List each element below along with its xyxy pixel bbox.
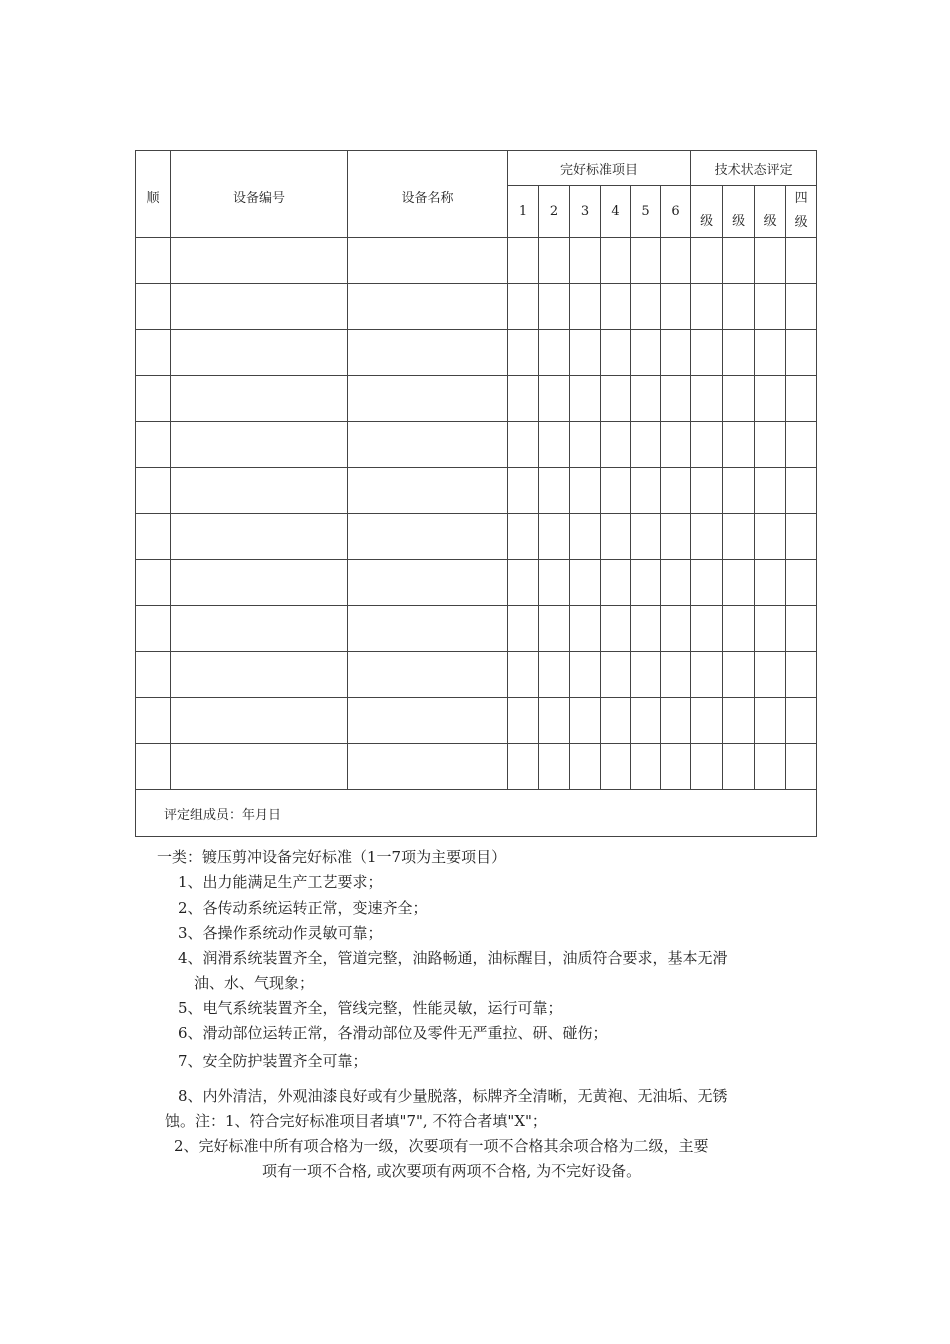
table-cell [691,284,723,330]
item-number: 1 [508,186,539,238]
table-cell [691,698,723,744]
header-equipment-no: 设备编号 [171,151,348,238]
table-cell [348,744,508,790]
table-cell [691,606,723,652]
table-cell [539,238,570,284]
table-cell [601,606,631,652]
table-cell [508,606,539,652]
table-cell [661,238,691,284]
table-cell [508,560,539,606]
item-number: 5 [631,186,661,238]
table-cell [691,330,723,376]
table-cell [570,422,601,468]
table-cell [136,514,171,560]
table-cell [570,560,601,606]
table-cell [570,238,601,284]
table-cell [136,238,171,284]
table-cell [136,376,171,422]
table-cell [631,238,661,284]
table-cell [755,698,786,744]
table-cell [786,376,817,422]
note-item: 1、出力能满足生产工艺要求； [178,873,383,891]
grade-header: 级 [691,186,723,238]
table-cell [631,698,661,744]
table-cell [508,284,539,330]
table-cell [631,330,661,376]
note-item: 6、滑动部位运转正常，各滑动部位及零件无严重拉、研、碰伤； [178,1024,608,1042]
table-cell [348,284,508,330]
table-cell [171,422,348,468]
table-cell [348,652,508,698]
table-cell [171,514,348,560]
table-cell [691,514,723,560]
table-cell [601,514,631,560]
table-cell [539,422,570,468]
note-item: 7、安全防护装置齐全可靠； [178,1052,368,1070]
equipment-evaluation-table [135,150,817,837]
table-cell [508,698,539,744]
table-cell [570,744,601,790]
table-cell [601,468,631,514]
table-row [136,744,817,790]
table-cell [661,468,691,514]
item-number: 6 [661,186,691,238]
table-cell [755,468,786,514]
table-cell [136,422,171,468]
table-row [136,284,817,330]
table-cell [661,560,691,606]
table-row [136,606,817,652]
note-item: 2、完好标准中所有项合格为一级，次要项有一项不合格其余项合格为二级，主要 [174,1137,709,1155]
table-cell [539,652,570,698]
table-row [136,698,817,744]
table-cell [786,330,817,376]
table-cell [539,514,570,560]
table-cell [171,606,348,652]
table-cell [755,514,786,560]
table-cell [723,606,755,652]
table-cell [723,560,755,606]
table-cell [348,514,508,560]
header-equipment-name: 设备名称 [348,151,508,238]
table-cell [601,284,631,330]
table-cell [136,652,171,698]
table-cell [508,238,539,284]
table-cell [723,744,755,790]
table-row [136,422,817,468]
table-row [136,330,817,376]
table-cell [570,698,601,744]
table-cell [723,514,755,560]
table-cell [723,330,755,376]
table-cell [723,652,755,698]
header-tech-status: 技术状态评定 [691,151,817,186]
table-cell [786,468,817,514]
table-cell [570,514,601,560]
table-cell [348,330,508,376]
table-cell [786,652,817,698]
table-cell [631,606,661,652]
table-cell [755,330,786,376]
item-number: 4 [601,186,631,238]
table-cell [601,376,631,422]
table-cell [171,468,348,514]
table-cell [755,376,786,422]
notes-title: 一类：镀压剪冲设备完好标准（1一7项为主要项目） [157,848,507,866]
table-cell [755,238,786,284]
table-cell [601,560,631,606]
table-cell [171,744,348,790]
table-cell [691,652,723,698]
table-cell [348,560,508,606]
table-cell [691,422,723,468]
table-cell [691,560,723,606]
table-cell [601,238,631,284]
table-cell [786,560,817,606]
table-cell [631,284,661,330]
table-cell [723,422,755,468]
table-cell [539,606,570,652]
table-cell [723,238,755,284]
table-cell [661,698,691,744]
table-cell [539,744,570,790]
table-cell [723,468,755,514]
table-cell [136,744,171,790]
table-cell [661,606,691,652]
item-number: 3 [570,186,601,238]
table-cell [755,652,786,698]
grade-header: 级 [723,186,755,238]
table-cell [508,422,539,468]
table-cell [661,652,691,698]
table-cell [786,422,817,468]
table-cell [755,422,786,468]
table-cell [631,652,661,698]
table-cell [661,514,691,560]
note-item: 油、水、气现象； [194,974,315,992]
table-row [136,652,817,698]
table-cell [691,376,723,422]
table-cell [570,606,601,652]
table-cell [786,514,817,560]
table-cell [723,698,755,744]
table-cell [171,376,348,422]
table-cell [348,468,508,514]
grade-header: 四 级 [786,186,817,238]
table-cell [631,744,661,790]
table-cell [661,376,691,422]
table-cell [539,560,570,606]
table-cell [755,560,786,606]
table-cell [508,744,539,790]
note-item: 5、电气系统装置齐全，管线完整，性能灵敏，运行可靠； [178,999,563,1017]
table-cell [136,468,171,514]
table-cell [171,330,348,376]
table-cell [570,330,601,376]
table-cell [171,238,348,284]
table-cell [508,376,539,422]
table-cell [631,422,661,468]
table-cell [570,468,601,514]
table-cell [661,744,691,790]
table-cell [723,284,755,330]
table-cell [691,238,723,284]
table-cell [539,698,570,744]
note-item: 蚀。注：1、符合完好标准项目者填"7", 不符合者填"X"； [165,1112,547,1130]
table-cell [348,238,508,284]
table-cell [601,652,631,698]
table-cell [723,376,755,422]
evaluation-members: 评定组成员：年月日 [136,790,817,837]
table-cell [786,238,817,284]
table-cell [661,422,691,468]
table-cell [508,468,539,514]
table-cell [171,284,348,330]
table-cell [601,330,631,376]
table-cell [508,330,539,376]
table-row [136,514,817,560]
table-cell [539,376,570,422]
table-cell [348,376,508,422]
table-cell [631,514,661,560]
table-cell [631,560,661,606]
table-cell [348,422,508,468]
table-cell [348,698,508,744]
table-cell [786,744,817,790]
table-row [136,376,817,422]
note-item: 项有一项不合格, 或次要项有两项不合格, 为不完好设备。 [262,1162,642,1180]
table-cell [661,330,691,376]
table-cell [755,744,786,790]
table-cell [601,698,631,744]
table-cell [691,468,723,514]
table-cell [508,652,539,698]
table-row [136,560,817,606]
table-cell [348,606,508,652]
table-cell [755,606,786,652]
grade-header: 级 [755,186,786,238]
table-cell [786,606,817,652]
table-cell [539,468,570,514]
table-cell [631,468,661,514]
table-cell [570,652,601,698]
note-item: 4、润滑系统装置齐全，管道完整，油路畅通，油标醒目，油质符合要求，基本无滑 [178,949,728,967]
table-cell [539,330,570,376]
table-cell [171,560,348,606]
table-cell [508,514,539,560]
table-cell [786,284,817,330]
table-cell [136,560,171,606]
header-seq: 顺 [136,151,171,238]
table-row [136,238,817,284]
table-cell [755,284,786,330]
table-cell [786,698,817,744]
table-cell [136,330,171,376]
table-cell [539,284,570,330]
table-cell [171,698,348,744]
table-cell [136,284,171,330]
table-cell [661,284,691,330]
header-standard-items: 完好标准项目 [508,151,691,186]
table-cell [601,744,631,790]
table-cell [136,698,171,744]
note-item: 2、各传动系统运转正常，变速齐全； [178,899,428,917]
table-cell [570,284,601,330]
table-cell [691,744,723,790]
table-cell [570,376,601,422]
note-item: 8、内外清洁，外观油漆良好或有少量脱落，标牌齐全清晰，无黄袍、无油垢、无锈 [178,1087,728,1105]
table-cell [171,652,348,698]
item-number: 2 [539,186,570,238]
table-cell [601,422,631,468]
table-row [136,468,817,514]
table-cell [136,606,171,652]
table-cell [631,376,661,422]
note-item: 3、各操作系统动作灵敏可靠； [178,924,383,942]
